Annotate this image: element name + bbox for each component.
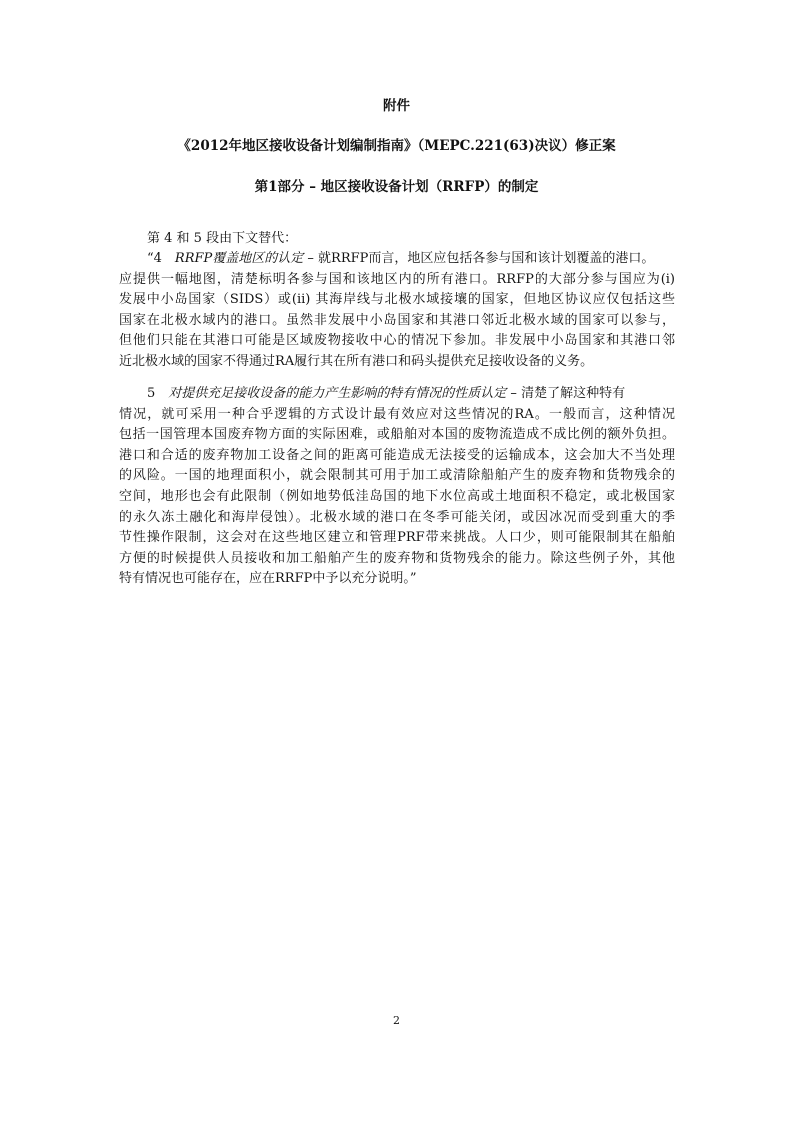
paragraph-5-dash: – [506,386,522,401]
page-number: 2 [393,1014,400,1027]
paragraph-5-line-3: 包括一国管理本国废弃物方面的实际困难，或船舶对本国的废物流造成不成比例的额外负担。 [119,427,675,443]
paragraph-5 [119,384,675,590]
paragraph-4-line-4: 国家在北极水域内的港口。虽然非发展中小岛国家和其港口邻近北极水域的国家可以参与， [119,312,675,328]
paragraph-4 [119,249,675,373]
paragraph-5-line-2: 情况，就可采用一种合乎逻辑的方式设计最有效应对这些情况的RA。一般而言，这种情况 [119,406,675,422]
paragraph-4-dash: – [303,251,319,266]
paragraph-4-line-3: 发展中小岛国家（SIDS）或(ii) 其海岸线与北极水域接壤的国家，但地区协议应仅包括这些 [119,292,675,308]
paragraph-4-heading: RRFP覆盖地区的认定 [174,251,304,266]
paragraph-4-first-line [119,249,675,270]
intro-text [119,229,703,250]
paragraph-5-line-10: 特有情况也可能存在，应在RRFP中予以充分说明。” [119,571,417,587]
part-heading: 第1部分 – 地区接收设备计划（RRFP）的制定 [254,179,539,195]
document-title: 《2012年地区接收设备计划编制指南》（MEPC.221(63)决议）修正案 [177,138,616,154]
paragraph-5-line-9: 方便的时候提供人员接收和加工船舶产生的废弃物和货物残余的能力。除这些例子外，其他 [119,550,675,566]
paragraph-5-line-5: 的风险。一国的地理面积小，就会限制其可用于加工或清除船舶产生的废弃物和货物残余的 [119,468,675,484]
paragraph-5-line-7: 的永久冻土融化和海岸侵蚀）。北极水域的港口在冬季可能关闭，或因冰况而受到重大的季 [119,509,675,525]
paragraph-4-number: “4 [147,251,175,266]
paragraph-4-line-2: 应提供一幅地图，清楚标明各参与国和该地区内的所有港口。RRFP的大部分参与国应为(i) [119,271,675,287]
paragraph-5-first-line [119,384,675,405]
paragraph-5-number: 5 [147,386,169,401]
paragraph-4-line-6: 近北极水域的国家不得通过RA履行其在所有港口和码头提供充足接收设备的义务。 [119,353,594,369]
paragraph-5-heading: 对提供充足接收设备的能力产生影响的特有情况的性质认定 [168,386,507,401]
paragraph-5-line-1: 清楚了解这种特有 [521,386,626,401]
paragraph-5-line-6: 空间，地形也会有此限制（例如地势低洼岛国的地下水位高或土地面积不稳定，或北极国家 [119,488,675,504]
annex-label: 附件 [383,98,410,114]
paragraph-4-line-5: 但他们只能在其港口可能是区域废物接收中心的情况下参加。非发展中小岛国家和其港口邻 [119,333,675,349]
intro-line: 第 4 和 5 段由下文替代： [147,231,298,246]
paragraph-5-line-4: 港口和合适的废弃物加工设备之间的距离可能造成无法接受的运输成本，这会加大不当处理 [119,447,675,463]
paragraph-4-line-1: 就RRFP而言，地区应包括各参与国和该计划覆盖的港口。 [318,251,655,266]
paragraph-5-line-8: 节性操作限制，这会对在这些地区建立和管理PRF带来挑战。人口少，则可能限制其在船舶 [119,530,675,546]
